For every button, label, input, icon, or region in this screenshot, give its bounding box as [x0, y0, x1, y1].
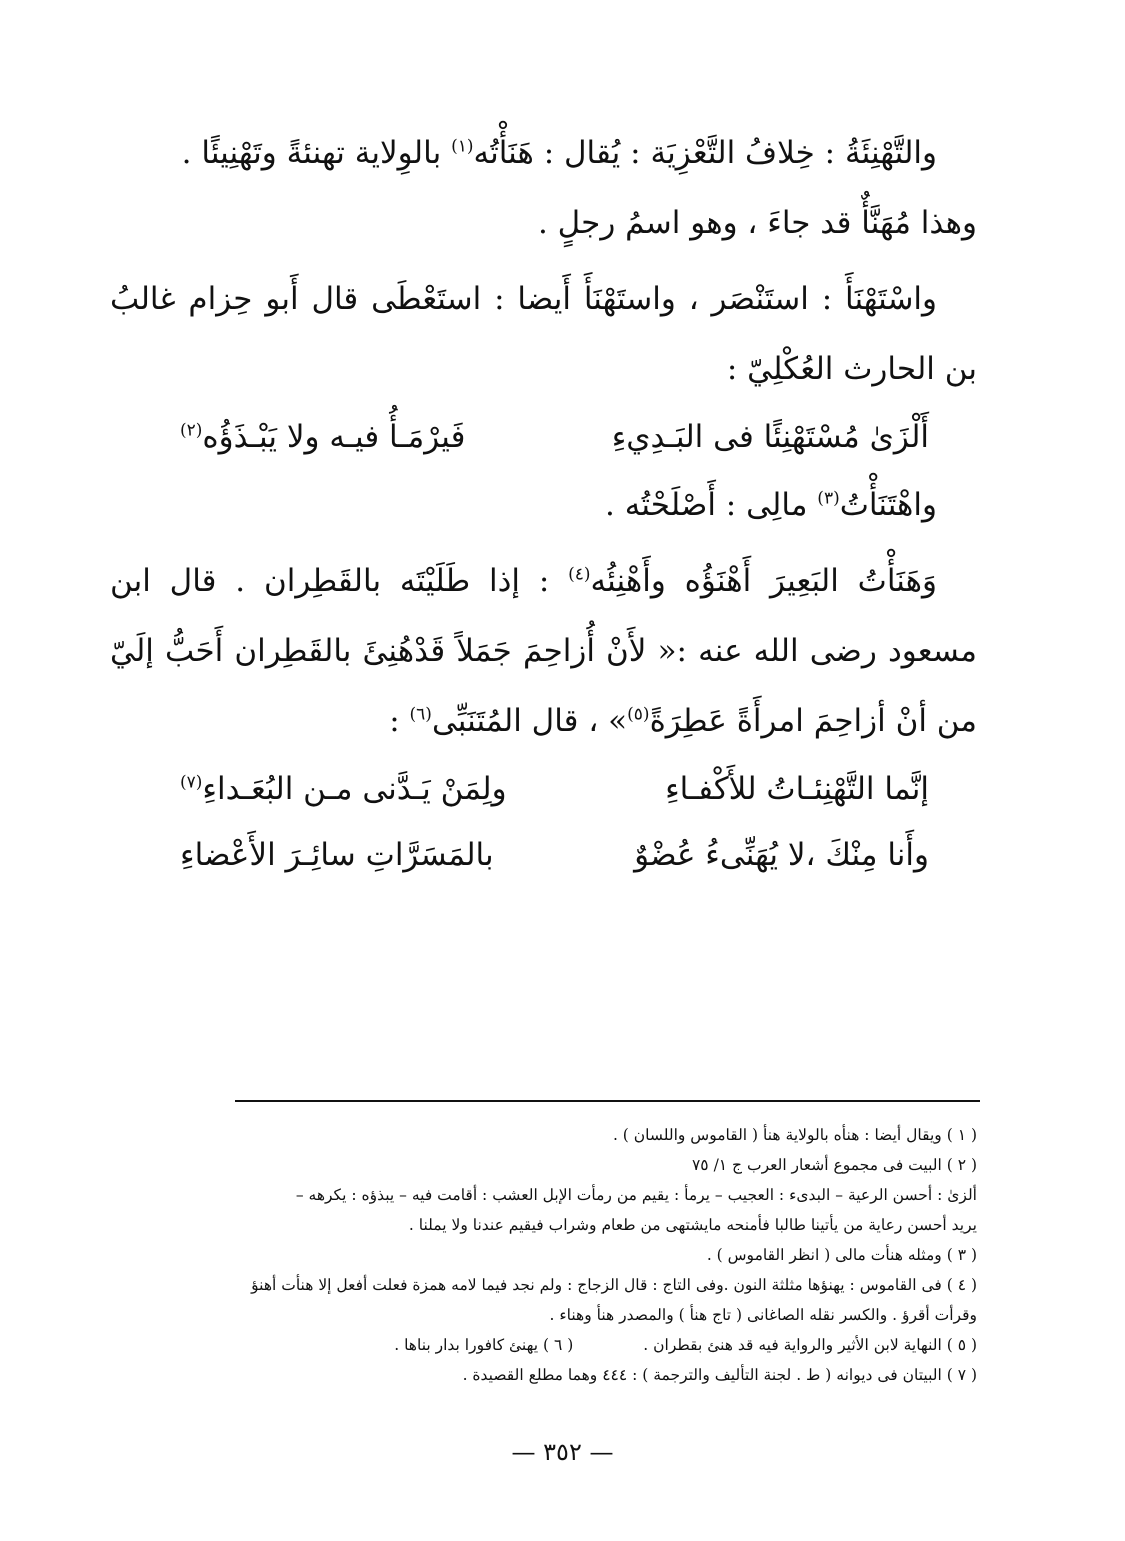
verse-3-second-hemistich: بالمَسَرَّاتِ سائِـرَ الأَعْضاءِ	[180, 837, 494, 873]
paragraph-3: واسْتَهْنَأَ : استَنْصَر ، واستَهْنَأَ أَيضا : استَعْطَى قال أَبو حِزام غالبُ بن الحارث العُكْلِيّ :	[110, 281, 977, 387]
paragraph-4	[110, 546, 977, 756]
verse-1-second-hemistich-wrap	[180, 404, 465, 470]
footnote-ref-3: (٣)	[817, 488, 840, 509]
paragraph-5-head: ابن مسعود رضى الله عنه :« لأَنْ أُزاحِمَ جَمَلاً قَدْهُنِئَ بالقَطِران أَحَبُّ إلَيّ من أنْ أزاحِمَ امرأَةً عَطِرَةً	[110, 563, 977, 739]
paragraph-5-tail: » ، قال المُتَنَبِّى	[431, 703, 628, 739]
footnote-5-6-row	[140, 1330, 977, 1360]
footnote-3: ( ٣ ) ومثله هنأت مالى ( انظر القاموس ) .	[706, 1246, 977, 1264]
footnote-4-cont: وقرأت أقرؤ . والكسر نقله الصاغانى ( تاج هنأ ) والمصدر هنأ وهناء .	[549, 1306, 977, 1324]
footnote-4: ( ٤ ) فى القاموس : يهنؤها مثلثة النون .وفى التاج : قال الزجاج : ولم نجد فيما لامه همزة فعلت أفعل إلا هنأت أهنؤ	[251, 1276, 977, 1294]
footnote-ref-4: (٤)	[568, 564, 591, 585]
footnote-2-gloss: ألزىٰ : أحسن الرعية – البدىء : العجيب – يرمأ : يقيم من رمأت الإبل العشب : أقامت فيه – يبذؤه : يكرهه –	[295, 1186, 977, 1204]
verse-2	[180, 756, 929, 822]
verse-2-second-hemistich-wrap	[180, 756, 507, 822]
paragraph-after-verse	[110, 470, 977, 540]
paragraph-5-colon: :	[389, 703, 400, 739]
main-text	[110, 118, 977, 888]
verse-2-first-hemistich: إنَّما التَّهْنِئـاتُ للأَكْفـاءِ	[665, 771, 929, 807]
footnote-5: ( ٥ ) النهاية لابن الأثير والرواية فيه قد هنئ بقطران .	[643, 1336, 977, 1354]
paragraph-2: وهذا مُهَنَّأٌ قد جاءَ ، وهو اسمُ رجلٍ .	[537, 205, 977, 241]
footnote-2: ( ٢ ) البيت فى مجموع أشعار العرب ج ١/ ٧٥	[691, 1156, 977, 1174]
after-verse-tail: مالِى : أَصْلَحْتُه .	[605, 487, 808, 523]
paragraph-1	[110, 118, 977, 188]
paragraph-4-tail: : إذا طَلَيْتَه بالقَطِران . قال	[169, 563, 550, 599]
paragraph-1-head: والتَّهْنِئَةُ : خِلافُ التَّعْزِيَة : يُقال : هَنَأْتُه	[473, 135, 937, 171]
footnote-ref-6: (٦)	[409, 704, 432, 725]
verse-1	[180, 404, 929, 470]
footnote-ref-2: (٢)	[180, 420, 203, 441]
verse-3	[180, 822, 929, 888]
footnote-ref-1: (١)	[451, 136, 474, 157]
after-verse-head: واهْتَنَأْتُ	[839, 487, 937, 523]
verse-2-second-hemistich: ولِمَنْ يَـدَّنى مـن البُعَـداءِ	[202, 771, 507, 807]
paragraph-1-tail: بالوِلاية تهنئةً وتَهْنِيئًا .	[181, 135, 442, 171]
footnote-ref-7: (٧)	[180, 772, 203, 793]
footnote-2-gloss-cont: يريد أحسن رعاية من يأتينا طالبا فأمنحه مايشتهى من طعام وشراب فيقيم عندنا ولا يملنا .	[408, 1216, 977, 1234]
paragraph-4-head: وَهَنَأْتُ البَعِيرَ أَهْنَؤُه وأَهْنِئُه	[590, 563, 937, 599]
verse-1-first-hemistich: أَلْزَىٰ مُسْتَهْنِئًا فى البَـدِيءِ	[611, 419, 929, 455]
footnote-ref-5: (٥)	[627, 704, 650, 725]
verse-1-second-hemistich: فَيرْمَـأُ فيـه ولا يَبْـذَؤُه	[202, 419, 466, 455]
footnote-separator	[235, 1100, 980, 1102]
footnote-7: ( ٧ ) البيتان فى ديوانه ( ط . لجنة التأليف والترجمة ) : ٤٤٤ وهما مطلع القصيدة .	[462, 1366, 977, 1384]
footnote-1: ( ١ ) ويقال أيضا : هنأه بالولاية هنأ ( القاموس واللسان ) .	[612, 1126, 977, 1144]
verse-3-first-hemistich: وأَنا مِنْكَ ،لا يُهَنِّىءُ عُضْوٌ	[634, 837, 929, 873]
footnote-6: ( ٦ ) يهنئ كافورا بدار بناها .	[394, 1336, 574, 1354]
footnotes	[140, 1120, 977, 1390]
page-number: — ٣٥٢ —	[511, 1438, 614, 1466]
